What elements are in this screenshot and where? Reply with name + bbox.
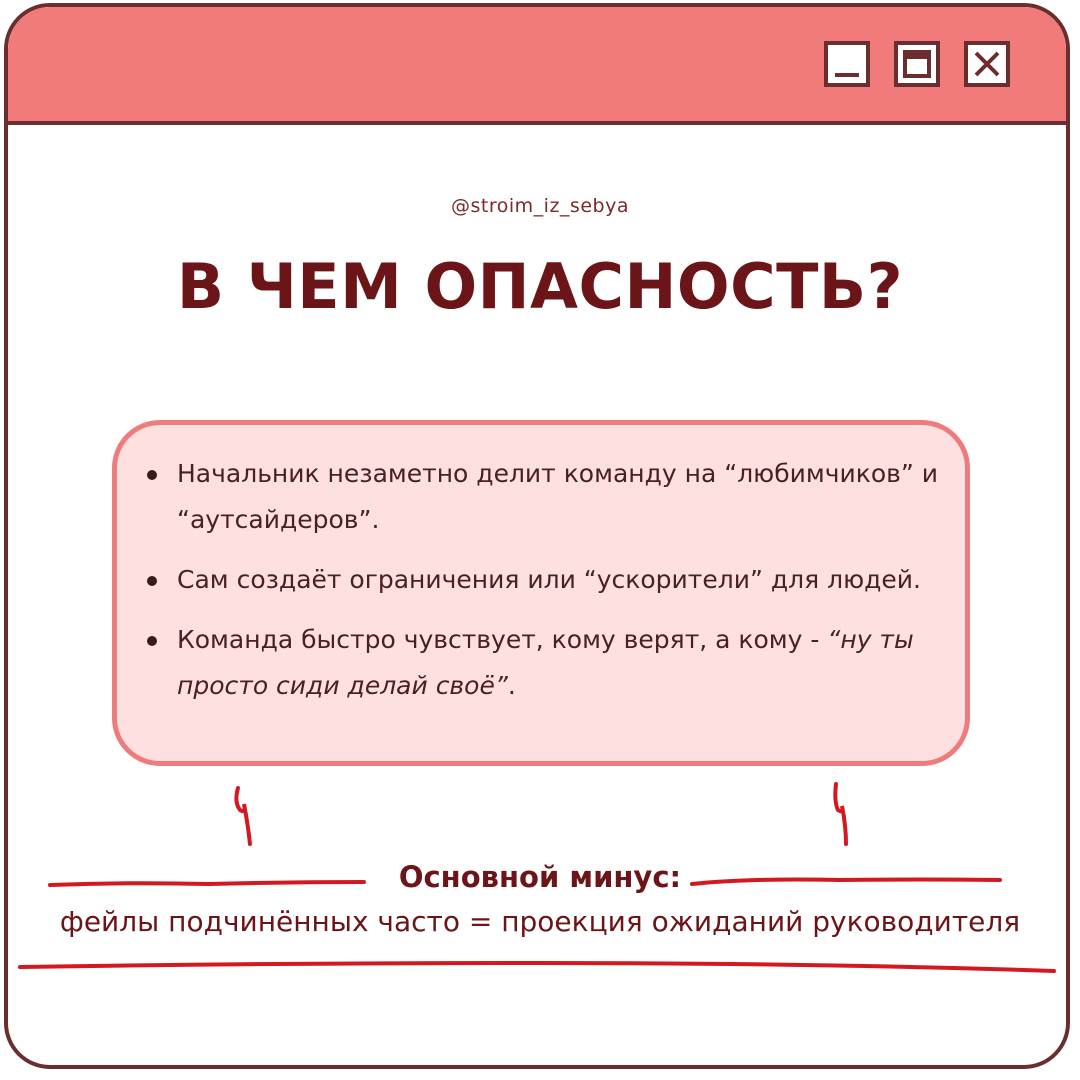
close-icon <box>968 45 1006 83</box>
list-item-text: Начальник незаметно делит команду на “любимчиков” и “аутсайдеров”. <box>177 459 939 534</box>
scribble-underline <box>18 957 1058 977</box>
minimize-button[interactable] <box>824 41 870 87</box>
bullet-list <box>117 451 965 723</box>
list-item-quote: “ну ты просто сиди делай своё” <box>177 625 914 700</box>
list-item-text: Команда быстро чувствует, кому верят, а кому - <box>177 625 828 654</box>
account-handle: @stroim_iz_sebya <box>451 195 629 217</box>
close-button[interactable] <box>964 41 1010 87</box>
maximize-icon <box>898 45 936 83</box>
list-item <box>117 451 965 543</box>
scribble-arrow-right-icon <box>826 780 856 850</box>
minimize-icon <box>828 45 866 83</box>
scribble-arrow-left-icon <box>230 780 260 850</box>
list-item-text: Сам создаёт ограничения или “ускорители” для людей. <box>177 565 921 594</box>
main-minus-text: фейлы подчинённых часто = проекция ожиданий руководителя <box>59 905 1021 938</box>
info-card <box>112 420 970 766</box>
maximize-button[interactable] <box>894 41 940 87</box>
main-minus-heading: Основной минус: <box>398 860 682 894</box>
list-item <box>117 617 965 709</box>
title-bar <box>8 7 1066 125</box>
list-item <box>117 557 965 603</box>
page-title: В ЧЕМ ОПАСНОСТЬ? <box>176 250 904 323</box>
list-item-end: . <box>507 671 516 700</box>
